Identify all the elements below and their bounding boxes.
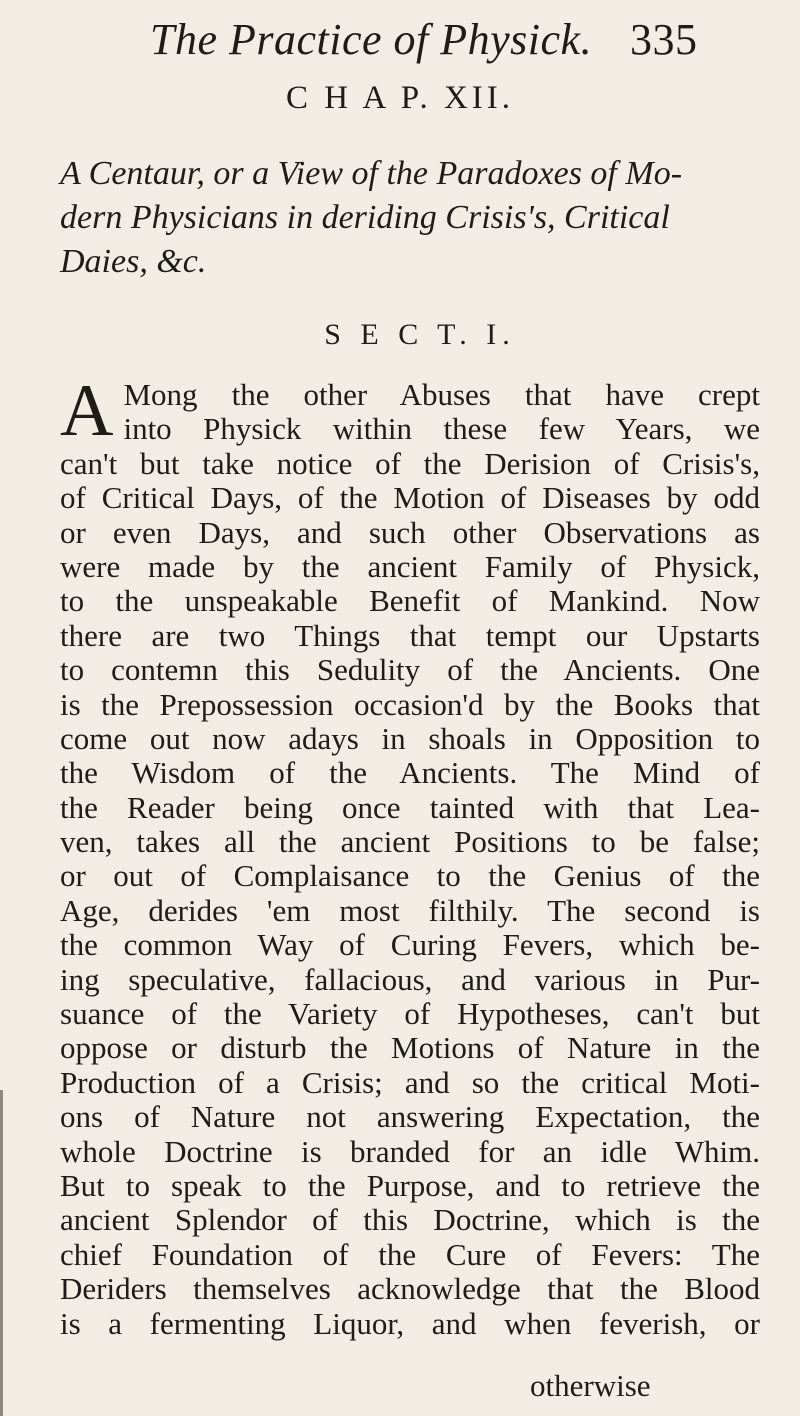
text-line: is a fermenting Liquor, and when feverish, or [60,1305,760,1341]
text-line: whole Doctrine is branded for an idle Whim. [60,1133,760,1169]
text-line: were made by the ancient Family of Physick, [60,548,760,584]
text-line: or out of Complaisance to the Genius of the [60,858,760,894]
text-line: the Reader being once tainted with that Lea- [60,789,760,825]
text-line: the Wisdom of the Ancients. The Mind of [60,755,760,791]
text-line: Age, derides 'em most filthily. The second is [60,892,760,928]
text-line: can't but take notice of the Derision of Crisis's, [60,445,760,481]
chapter-subtitle [60,152,750,284]
drop-cap: A [60,370,114,452]
subtitle-line: A Centaur, or a View of the Paradoxes of Mo- [60,155,683,192]
section-heading: S E C T. I. [324,318,516,351]
page-edge-shadow [0,1090,3,1416]
text-line: But to speak to the Purpose, and to retrieve the [60,1167,760,1203]
body-text [60,370,760,1341]
catchword: otherwise [530,1368,651,1403]
text-line: ing speculative, fallacious, and various in Pur- [60,961,760,997]
text-line: is the Prepossession occasion'd by the Books that [60,686,760,722]
text-line: ancient Splendor of this Doctrine, which is the [60,1202,760,1238]
text-line: ven, takes all the ancient Positions to be false; [60,824,760,860]
text-line: to the unspeakable Benefit of Mankind. Now [60,583,760,619]
text-line: chief Foundation of the Cure of Fevers: The [60,1236,760,1272]
text-line: Deriders themselves acknowledge that the Blood [60,1271,760,1307]
text-line: Production of a Crisis; and so the critical Moti- [60,1064,760,1100]
text-line: of Critical Days, of the Motion of Diseases by odd [60,480,760,516]
page-number: 335 [630,15,698,64]
text-line: to contemn this Sedulity of the Ancients. One [60,652,760,688]
text-line: there are two Things that tempt our Upstarts [60,617,760,653]
subtitle-line: Daies, &c. [60,243,207,280]
text-line: come out now adays in shoals in Opposition to [60,720,760,756]
chapter-heading: C H A P. XII. [285,80,515,116]
text-line: or even Days, and such other Observations as [60,514,760,550]
text-line: Mong the other Abuses that have crept [123,377,760,412]
text-line: suance of the Variety of Hypotheses, can't but [60,996,760,1032]
running-title: The Practice of Physick. [150,15,593,64]
text-line: into Physick within these few Years, we [123,411,760,447]
text-line: the common Way of Curing Fevers, which be- [60,927,760,963]
text-line: oppose or disturb the Motions of Nature in the [60,1030,760,1066]
text-line: ons of Nature not answering Expectation, the [60,1099,760,1135]
running-header [150,14,710,65]
subtitle-line: dern Physicians in deriding Crisis's, Critical [60,199,670,236]
